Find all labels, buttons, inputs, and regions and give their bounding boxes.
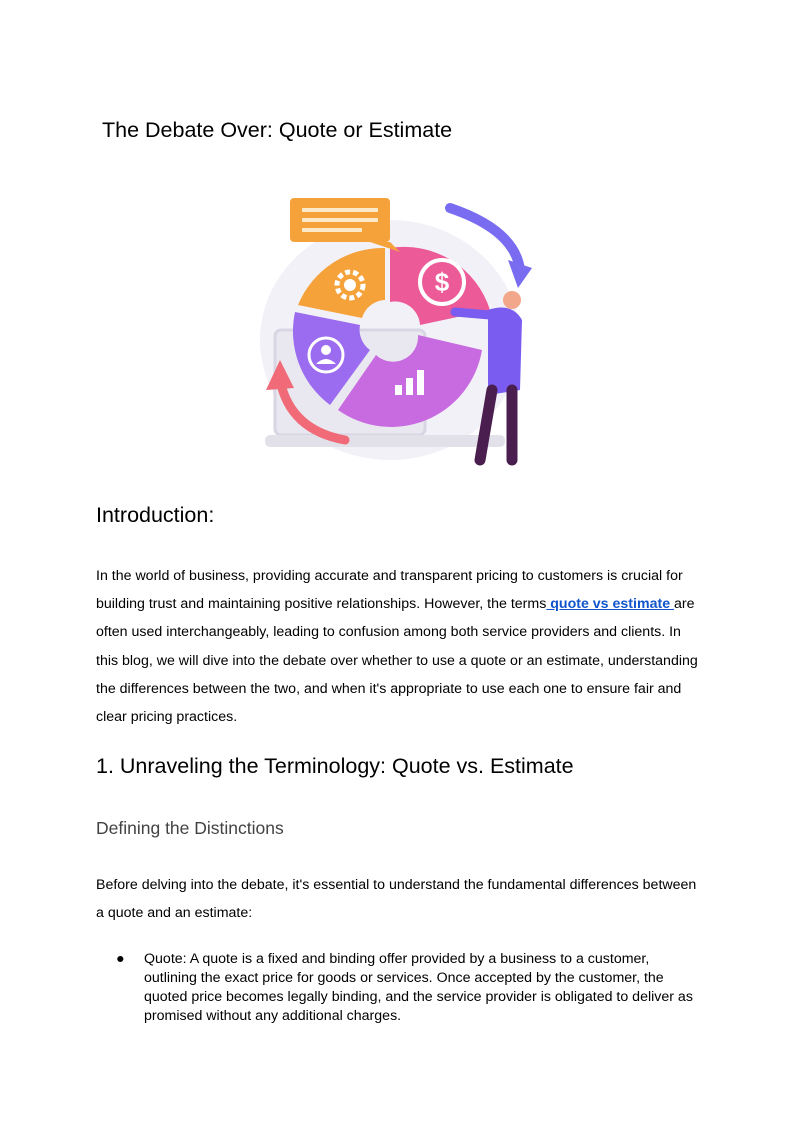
introduction-heading: Introduction: [96, 503, 215, 527]
introduction-paragraph [96, 562, 706, 731]
section1-heading: 1. Unraveling the Terminology: Quote vs. Estimate [96, 754, 574, 778]
laptop-base [265, 435, 505, 447]
quote-vs-estimate-link[interactable]: quote vs estimate [546, 596, 675, 613]
intro-text-after-link: are often used interchangeably, leading to confusion among both service providers and clients. In this blog, we will dive into the debate over whether to use a quote or an estimate, understanding the differences between the two, and when it's appropriate to use each one to ensure fair and clear pricing practices. [96, 596, 698, 726]
pricing-pie-chart-illustration-icon [250, 190, 540, 475]
dollar-symbol: $ [434, 267, 450, 297]
document-title: The Debate Over: Quote or Estimate [102, 118, 453, 142]
pricing-illustration [250, 190, 540, 475]
bullet-icon: ● [116, 951, 125, 967]
section1-paragraph: Before delving into the debate, it's essential to understand the fundamental differences between a quote and an estimate: [96, 877, 697, 922]
person-head [503, 291, 521, 309]
person-shirt [488, 308, 522, 395]
list-item-text: Quote: A quote is a fixed and binding offer provided by a business to a customer, outlining the exact price for goods or services. Once accepted by the customer, the quoted price becomes legally binding, and the service provider is obligated to deliver as promised without any additional charges. [144, 951, 693, 1024]
list-item [96, 950, 696, 1026]
section1-subheading: Defining the Distinctions [96, 818, 284, 838]
intro-text-before-link: In the world of business, providing accurate and transparent pricing to customers is crucial for building trust and maintaining positive relationships. However, the terms [96, 568, 683, 613]
bar-chart-icon [395, 385, 402, 395]
arrow-blue-head-icon [508, 260, 532, 288]
definition-list [96, 950, 696, 1026]
